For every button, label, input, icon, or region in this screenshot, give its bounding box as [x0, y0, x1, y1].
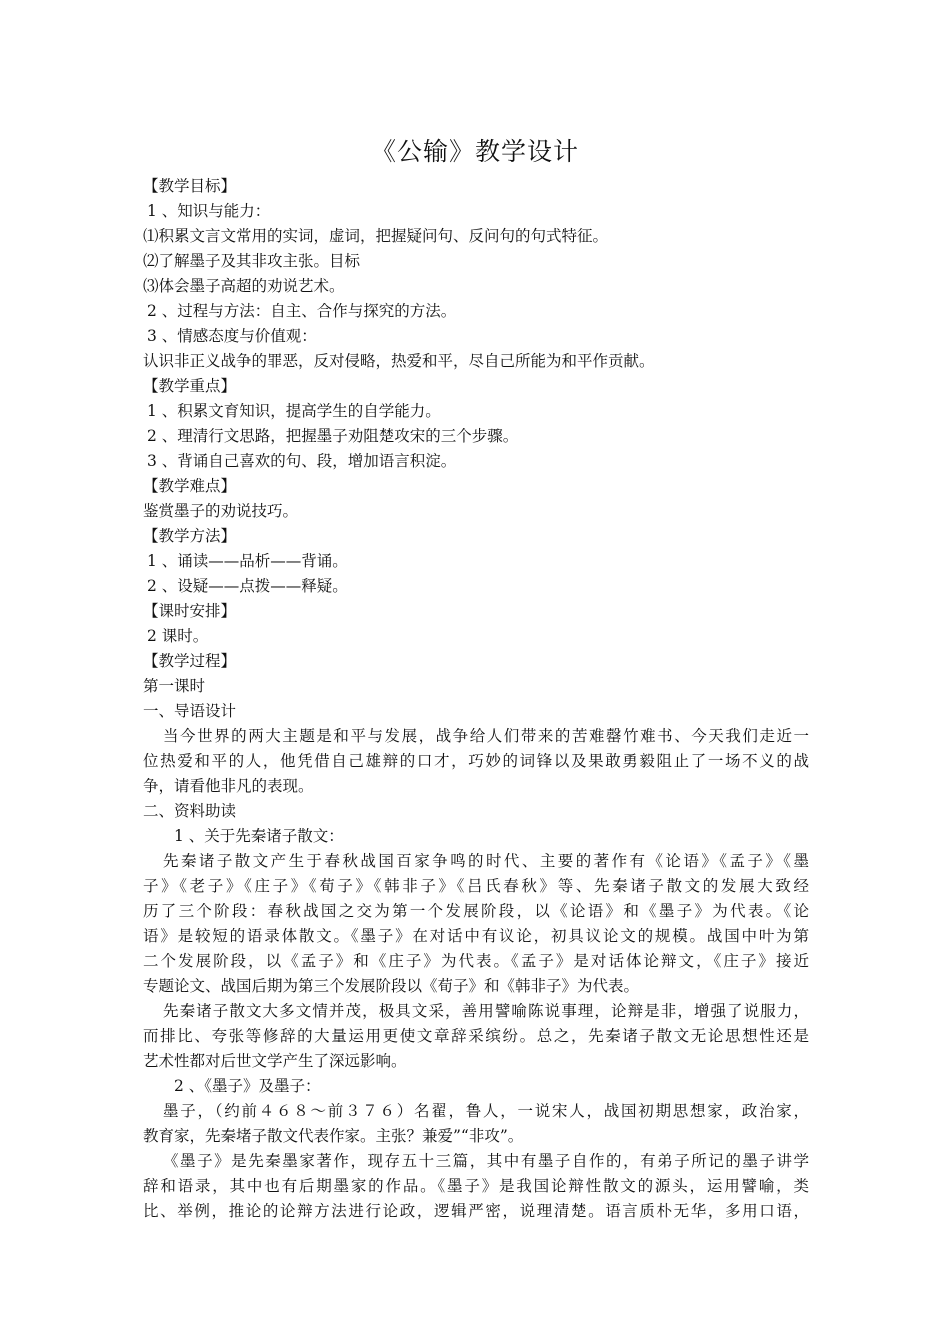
mozi-paragraph-line: 《墨子》是先秦墨家著作，现存五十三篇，其中有墨子自作的，有弟子所记的墨子讲学: [163, 1152, 809, 1170]
method-2: 2 、设疑——点拨——释疑。: [147, 577, 348, 595]
goal-process-method: 2 、过程与方法：自主、合作与探究的方法。: [147, 302, 457, 320]
goal-emotion-values: 3 、情感态度与价值观：: [147, 327, 317, 345]
materials-heading: 二、资料助读: [143, 802, 237, 820]
section-heading-key-points: 【教学重点】: [143, 377, 237, 395]
mozi-paragraph-line: 墨子，（约前４６８～前３７６）名翟，鲁人，一说宋人，战国初期思想家，政治家，: [163, 1102, 809, 1120]
prose-paragraph-line: 子》《老子》《庄子》《荀子》《韩非子》《吕氏春秋》等、先秦诸子散文的发展大致经: [143, 877, 809, 895]
goal-item-1: ⑴积累文言文常用的实词，虚词，把握疑问句、反问句的句式特征。: [143, 227, 609, 245]
intro-heading: 一、导语设计: [143, 702, 237, 720]
prose-paragraph-line: 专题论文、战国后期为第三个发展阶段以《荀子》和《韩非子》为代表。: [143, 977, 640, 995]
document-body: [143, 174, 809, 1224]
schedule-text: 2 课时。: [147, 627, 209, 645]
materials-subheading-1: 1 、关于先秦诸子散文：: [174, 827, 344, 845]
section-heading-process: 【教学过程】: [143, 652, 237, 670]
section-heading-difficulty: 【教学难点】: [143, 477, 237, 495]
prose-paragraph-line: 语》是较短的语录体散文。《墨子》在对话中有议论，初具议论文的规模。战国中叶为第: [143, 927, 809, 945]
mozi-paragraph-line: 教育家，先秦堵子散文代表作家。主张？兼爱”“非攻”。: [143, 1127, 524, 1145]
prose-paragraph-line: 先秦诸子散文产生于春秋战国百家争鸣的时代、主要的著作有《论语》《孟子》《墨: [163, 852, 809, 870]
prose-paragraph-line: 二个发展阶段，以《孟子》和《庄子》为代表。《孟子》是对话体论辩文，《庄子》接近: [143, 952, 809, 970]
document-title: 《公输》教学设计: [370, 137, 579, 166]
difficulty-text: 鉴赏墨子的劝说技巧。: [143, 502, 299, 520]
intro-paragraph-line: 争，请看他非凡的表现。: [143, 777, 314, 795]
mozi-paragraph-line: 辞和语录，其中也有后期墨家的作品。《墨子》是我国论辩性散文的源头，运用譬喻，类: [143, 1177, 809, 1195]
intro-paragraph-line: 位热爱和平的人，他凭借自己雄辩的口才，巧妙的词锋以及果敢勇毅阻止了一场不义的战: [143, 752, 809, 770]
lesson-one-heading: 第一课时: [143, 677, 206, 695]
section-heading-teaching-goals: 【教学目标】: [143, 177, 237, 195]
intro-paragraph-line: 当今世界的两大主题是和平与发展，战争给人们带来的苦难罄竹难书、今天我们走近一: [163, 727, 809, 745]
method-1: 1 、诵读——品析——背诵。: [147, 552, 348, 570]
goal-knowledge-ability: 1 、知识与能力：: [147, 202, 271, 220]
prose-paragraph-line: 先秦诸子散文大多文情并茂，极具文采，善用譬喻陈说事理，论辩是非，增强了说服力，: [163, 1002, 809, 1020]
section-heading-methods: 【教学方法】: [143, 527, 237, 545]
goal-item-2: ⑵了解墨子及其非攻主张。目标: [143, 252, 361, 270]
key-point-2: 2 、理清行文思路，把握墨子劝阻楚攻宋的三个步骤。: [147, 427, 519, 445]
goal-emotion-text: 认识非正义战争的罪恶，反对侵略，热爱和平，尽自己所能为和平作贡献。: [143, 352, 655, 370]
prose-paragraph-line: 而排比、夸张等修辞的大量运用更使文章辞采缤纷。总之，先秦诸子散文无论思想性还是: [143, 1027, 809, 1045]
goal-item-3: ⑶体会墨子高超的劝说艺术。: [143, 277, 345, 295]
prose-paragraph-line: 艺术性都对后世文学产生了深远影响。: [143, 1052, 407, 1070]
mozi-paragraph-line: 比、举例，推论的论辩方法进行论政，逻辑严密，说理清楚。语言质朴无华，多用口语，: [143, 1202, 809, 1220]
key-point-1: 1 、积累文育知识，提高学生的自学能力。: [147, 402, 441, 420]
key-point-3: 3 、背诵自己喜欢的句、段，增加语言积淀。: [147, 452, 457, 470]
materials-subheading-2: 2 、《墨子》及墨子：: [174, 1077, 321, 1095]
prose-paragraph-line: 历了三个阶段：春秋战国之交为第一个发展阶段，以《论语》和《墨子》为代表。《论: [143, 902, 809, 920]
section-heading-schedule: 【课时安排】: [143, 602, 237, 620]
